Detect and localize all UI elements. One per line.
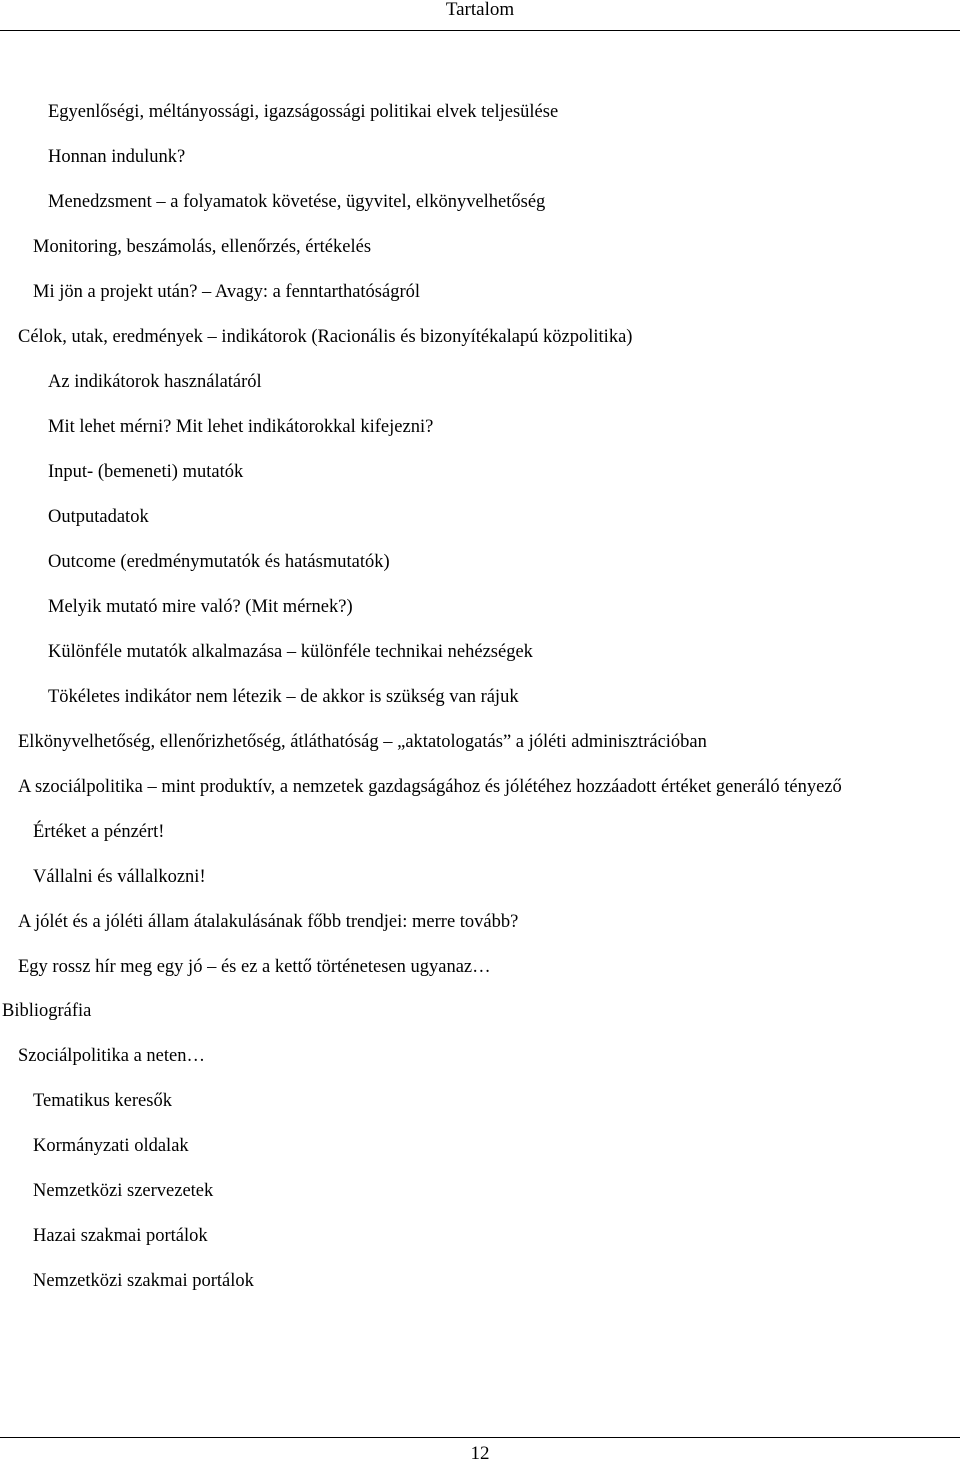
toc-entry[interactable]: Különféle mutatók alkalmazása – különféle technikai nehézségek (48, 642, 533, 662)
page-header (0, 0, 960, 31)
toc-entry[interactable]: Tökéletes indikátor nem létezik – de akkor is szükség van rájuk (48, 687, 519, 707)
page-number: 12 (470, 1443, 490, 1464)
toc-entry[interactable]: Mit lehet mérni? Mit lehet indikátorokkal kifejezni? (48, 417, 434, 437)
toc-entry[interactable]: Értéket a pénzért! (33, 822, 165, 842)
toc-entry[interactable]: Input- (bemeneti) mutatók (48, 462, 244, 482)
toc-entry[interactable]: Elkönyvelhetőség, ellenőrizhetőség, átláthatóság – „aktatologatás” a jóléti adminisztrációban (18, 732, 707, 752)
toc-entry[interactable]: Tematikus keresők (33, 1091, 172, 1111)
toc-entry[interactable]: Bibliográfia (2, 1001, 92, 1021)
toc-entry[interactable]: Célok, utak, eredmények – indikátorok (Racionális és bizonyítékalapú közpolitika) (18, 327, 633, 347)
toc-entry[interactable]: Kormányzati oldalak (33, 1136, 189, 1156)
toc-entry[interactable]: Hazai szakmai portálok (33, 1226, 208, 1246)
toc-entry[interactable]: Outputadatok (48, 507, 149, 527)
toc-entry[interactable]: Nemzetközi szervezetek (33, 1181, 214, 1201)
toc-entry[interactable]: Monitoring, beszámolás, ellenőrzés, értékelés (33, 237, 372, 257)
toc-entry[interactable]: Az indikátorok használatáról (48, 372, 262, 392)
toc-entry[interactable]: Egy rossz hír meg egy jó – és ez a kettő történetesen ugyanaz… (18, 957, 491, 977)
toc-entry[interactable]: Nemzetközi szakmai portálok (33, 1271, 254, 1291)
toc-entry[interactable]: Honnan indulunk? (48, 147, 186, 167)
toc-entry[interactable]: Menedzsment – a folyamatok követése, ügyvitel, elkönyvelhetőség (48, 192, 546, 212)
footer-divider (0, 1437, 960, 1438)
toc-entry[interactable]: Vállalni és vállalkozni! (33, 867, 206, 887)
page-header-title: Tartalom (445, 0, 515, 20)
toc-entry[interactable]: A jólét és a jóléti állam átalakulásának főbb trendjei: merre tovább? (18, 912, 519, 932)
toc-entry[interactable]: A szociálpolitika – mint produktív, a nemzetek gazdagságához és jólétéhez hozzáadott értéket generáló tényező (18, 777, 842, 797)
toc-entry[interactable]: Melyik mutató mire való? (Mit mérnek?) (48, 597, 353, 617)
toc-entry[interactable]: Outcome (eredménymutatók és hatásmutatók) (48, 552, 390, 572)
toc-entry[interactable]: Egyenlőségi, méltányossági, igazságossági politikai elvek teljesülése (48, 102, 559, 122)
toc-entry[interactable]: Mi jön a projekt után? – Avagy: a fenntarthatóságról (33, 282, 421, 302)
toc-entry[interactable]: Szociálpolitika a neten… (18, 1046, 205, 1066)
